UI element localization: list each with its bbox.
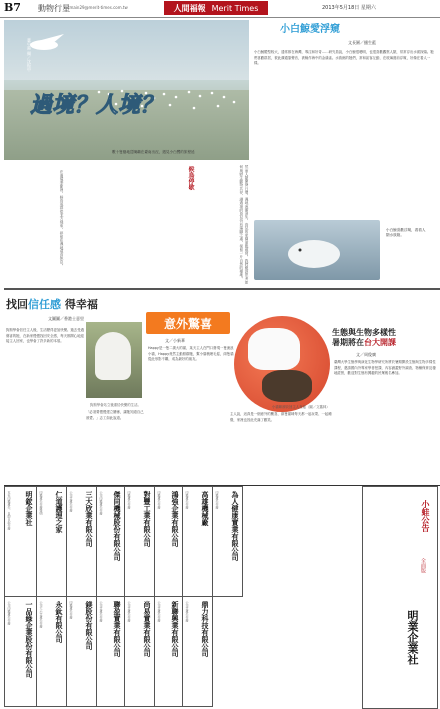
ad-notice-text: 印鑑遺失作廢	[127, 491, 131, 509]
beluga-article-body: 小白鯨體型較大，通常都在海灣，專注和好奇……研究員說，小白鯨很聰明，也很喜歡觀察人類，常常浮出水面探頭。牠們喜歡群居，彼此溝通靠聲音，被稱作海中的金絲雀。水族館的牠們，常和訪客互動，在玻璃窗前浮窺，好像在看人一樣。	[254, 50, 434, 66]
ad-notice-text: 公司印鑑遺失作廢	[7, 601, 11, 625]
ad-company-name: 鎂股份有限公司	[85, 601, 94, 650]
contact-email[interactable]: mtmain29@merit-times.com.tw	[64, 5, 128, 10]
ad-company-name: 傑同機械股份有限公司	[113, 491, 122, 561]
eco-article-author: 文／周俊廣	[356, 352, 376, 357]
eco-article-body: 臺灣大學生態學與演化生物學研究所將於暑期開設生態與生物多樣性課程，邀請國內外專家學者授課，內容涵蓋野外調查、物種保育及棲地經營，歡迎對生態有興趣的民眾報名參加。	[334, 360, 436, 376]
migrant-column-2: 然而人類開發日增，濕地逐漸消失，鳥兒的家園面臨威脅。我們應該思考如何與野生動物共存，讓過境的鳥兒仍有落腳之處，保留一片自然的棲地。	[239, 165, 249, 284]
ad-notice-text: 公司章遺失作廢	[157, 601, 161, 622]
hero-caption: 數十隻棲地琵嘴鷸在臺南出沒，遇見小白鷺的旅程延	[112, 150, 195, 154]
ad-company-name: 鼎力科技有限公司	[201, 601, 210, 657]
classified-ad	[36, 596, 67, 707]
ad-company-name: 對豐工業有限公司	[143, 491, 152, 547]
ad-notice-text: 印鑑遺失作廢聲明	[39, 491, 43, 515]
classified-ad	[212, 486, 243, 597]
section-divider	[4, 288, 440, 290]
eco-title-part-3: 台大開課	[364, 338, 396, 347]
ad-tag-subtitle: 全面版	[420, 558, 426, 573]
classified-ad	[66, 596, 97, 707]
ad-notice-text: 公司章遺失作廢	[185, 601, 189, 622]
classified-ad	[124, 596, 155, 707]
classified-ad	[154, 596, 183, 707]
ad-company-name: 高雄機械廠	[201, 491, 210, 526]
ad-notice-text: 印鑑遺失作廢	[69, 601, 73, 619]
beluga-photo-caption: 小白鯨喜歡浮窺，看看人類水族箱。	[386, 228, 426, 237]
classified-ad	[96, 486, 125, 597]
classified-ad	[124, 486, 155, 597]
hero-inset-label: 臺中港 攝／沈振中	[27, 38, 32, 72]
trust-title-part-3: 得幸福	[64, 298, 98, 311]
beluga-photo	[254, 220, 380, 280]
ad-notice-text: 印鑑遺失作廢	[185, 491, 189, 509]
beluga-article-author: 文長圓／播生藍	[348, 40, 376, 45]
cats-photo-caption: 小貓咪被收回主人身邊（圖／文鑫林）	[272, 405, 330, 409]
ad-company-name: 尚易實業有限公司	[143, 601, 152, 657]
classified-ad	[154, 486, 183, 597]
page-header	[0, 0, 440, 18]
ad-tag-title: 小蛙公告	[421, 500, 430, 532]
ad-company-name: 一品綠企業股份有限公司	[25, 601, 34, 678]
classified-ad	[66, 486, 97, 597]
ad-notice-text: 印鑑遺失作廢	[157, 491, 161, 509]
tabby-kitten-icon	[262, 370, 312, 402]
white-kitten-icon	[248, 328, 300, 370]
beluga-article-title: 小白鯨愛浮窺	[280, 24, 340, 35]
masthead-english: Merit Times	[211, 3, 259, 13]
ad-notice-text: 公司章遺失作廢	[127, 601, 131, 622]
section-number: B7	[4, 1, 21, 14]
classified-ad	[4, 596, 37, 707]
masthead-chinese: 人間福報	[173, 3, 206, 13]
migrant-column-1: 在過境季節裡，候鳥成群從北方飛來，停留在濕地覓食休息。	[60, 170, 64, 268]
ad-company-name: 仁道護理之家	[55, 491, 64, 533]
dog-photo-caption: 狗狗學會站立後重拾快樂的生活。	[90, 403, 141, 407]
masthead	[164, 1, 268, 15]
ad-company-name: 聯盈實業有限公司	[113, 601, 122, 657]
surprise-article-body-2: 主人說，這真是一個意外的驚喜，兩隻貓咪每天都一起玩耍、一起睡覺，家裡也因此充滿了歡笑。	[230, 412, 332, 422]
ad-notice-text: 公司章遺失作廢	[99, 601, 103, 622]
hero-title: 過境？人境？	[30, 92, 163, 118]
issue-date: 2013年5月18日 星期六	[322, 5, 376, 11]
surprise-article-body: Happy是一隻二歲大的貓，某天主人在門口發現一隻流浪小貓，Happy竟然主動照顧牠，幫小貓梳理毛髮，兩隻貓從此形影不離，成為最好的朋友。	[148, 346, 234, 362]
trust-article-body-2: 「必須要慢慢建立關係，讓牠知道自己被愛。」志工如此說道。	[86, 410, 144, 420]
ad-company-name: 新聯興業有限公司	[171, 601, 180, 657]
classified-ad	[96, 596, 125, 707]
trust-article-body: 狗狗學會信任主人後，生活變得更加快樂。過去受過傷害的牠，在新家慢慢找回安全感，每天都開心地迎接主人回家，也學會了許多新的本領。	[6, 328, 84, 344]
classified-ad	[182, 596, 213, 707]
ad-company-name: 三大欣業有限公司	[85, 491, 94, 547]
classified-ad	[182, 486, 213, 597]
ad-notice-text: 公司印鑑遺失作廢	[99, 491, 103, 515]
ad-tag-company: 明業企業社	[406, 610, 419, 665]
ad-company-name: 鴻強企業有限公司	[171, 491, 180, 547]
ad-notice-text: 本社印鑑遺失，自即日起作廢	[7, 491, 11, 530]
surprise-article-title: 意外驚喜	[146, 312, 230, 334]
trust-article-author: 文圖圖／香港士意里	[48, 316, 84, 321]
eco-article-title	[332, 328, 438, 348]
trust-title-part-1: 找回	[6, 298, 28, 311]
eco-title-line-1: 生態與生物多樣性	[332, 328, 396, 337]
classified-ad	[36, 486, 67, 597]
eco-title-part-2: 暑期將在	[332, 338, 364, 347]
dog-icon	[95, 332, 131, 380]
ad-company-name: 明鋐企業社	[25, 491, 34, 526]
beluga-icon	[254, 220, 380, 280]
section-title: 動物行星	[38, 4, 70, 13]
migrant-subheading: 候鳥停歇	[187, 166, 194, 190]
trust-title-part-2: 信任感	[28, 298, 61, 311]
ad-notice-text: 公司章遺失作廢	[69, 491, 73, 512]
trust-article-title	[6, 296, 98, 312]
surprise-article-author: 文／小新華	[165, 338, 185, 343]
ad-company-name: 為人健康實業有限公司	[231, 491, 240, 561]
ad-notice-text: 公司大小章遺失作廢	[39, 601, 43, 628]
ad-company-name: 永鈦有限公司	[55, 601, 64, 643]
classified-ad	[4, 486, 37, 597]
ad-notice-text: 印鑑遺失作廢	[215, 491, 219, 509]
